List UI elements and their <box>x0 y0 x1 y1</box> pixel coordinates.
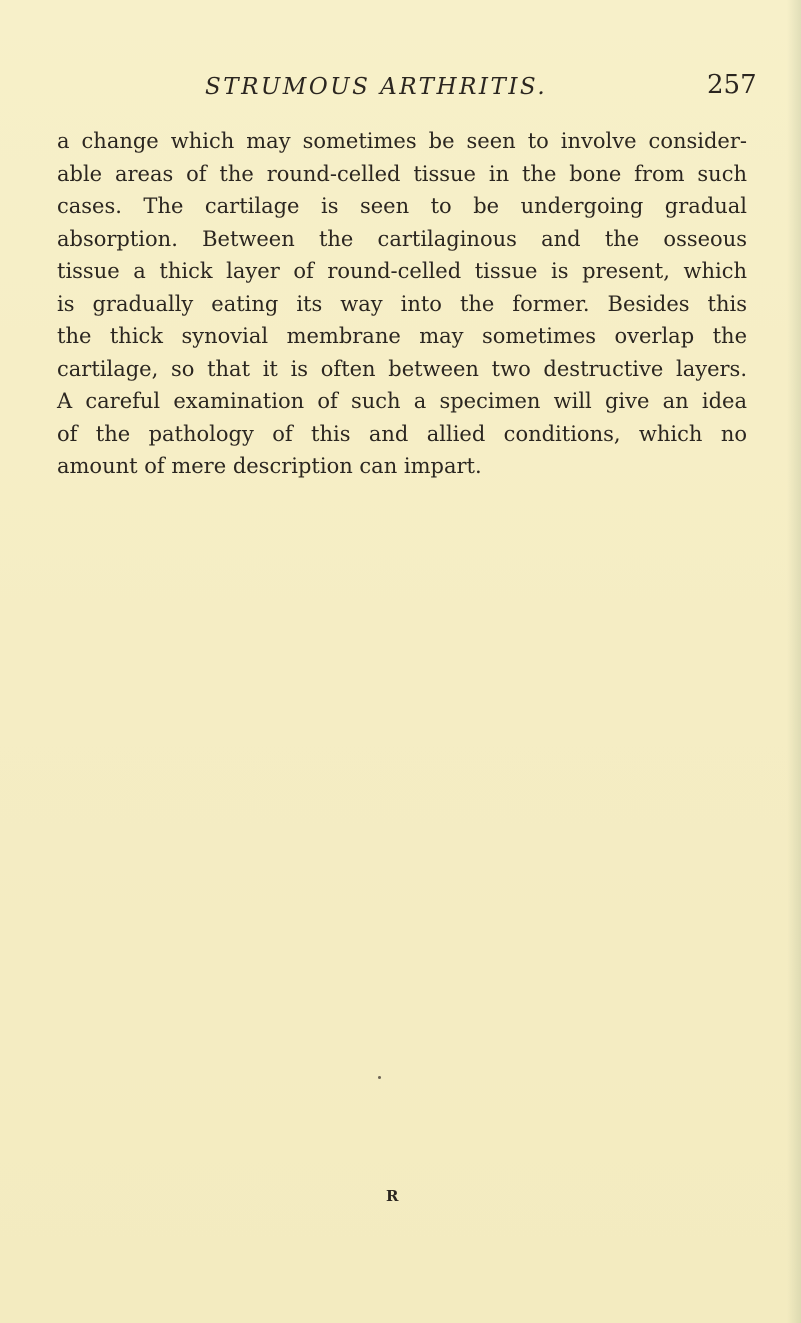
text-line: A careful examination of such a specimen will give an idea <box>57 389 747 413</box>
text-line: absorption. Between the cartilaginous and the osseous <box>57 226 747 251</box>
text-line: amount of mere description can impart. <box>57 454 482 478</box>
body-paragraph <box>57 125 747 483</box>
text-line: the thick synovial membrane may sometimes overlap the <box>57 324 747 348</box>
text-line: tissue a thick layer of round-celled tissue is present, which <box>57 259 747 283</box>
text-line: is gradually eating its way into the former. Besides this <box>57 291 747 316</box>
text-line: of the pathology of this and allied conditions, which no <box>57 421 747 446</box>
text-line: cartilage, so that it is often between two destructive layers. <box>57 356 747 381</box>
text-line: cases. The cartilage is seen to be undergoing gradual <box>57 194 747 218</box>
paper-speck <box>378 1076 381 1079</box>
running-title: STRUMOUS ARTHRITIS. <box>205 74 548 100</box>
text-line: a change which may sometimes be seen to involve consider- <box>57 129 747 153</box>
page-edge-shadow <box>787 0 801 1323</box>
text-line: able areas of the round-celled tissue in the bone from such <box>57 161 747 186</box>
page-number: 257 <box>707 70 757 100</box>
signature-mark: R <box>386 1187 399 1205</box>
